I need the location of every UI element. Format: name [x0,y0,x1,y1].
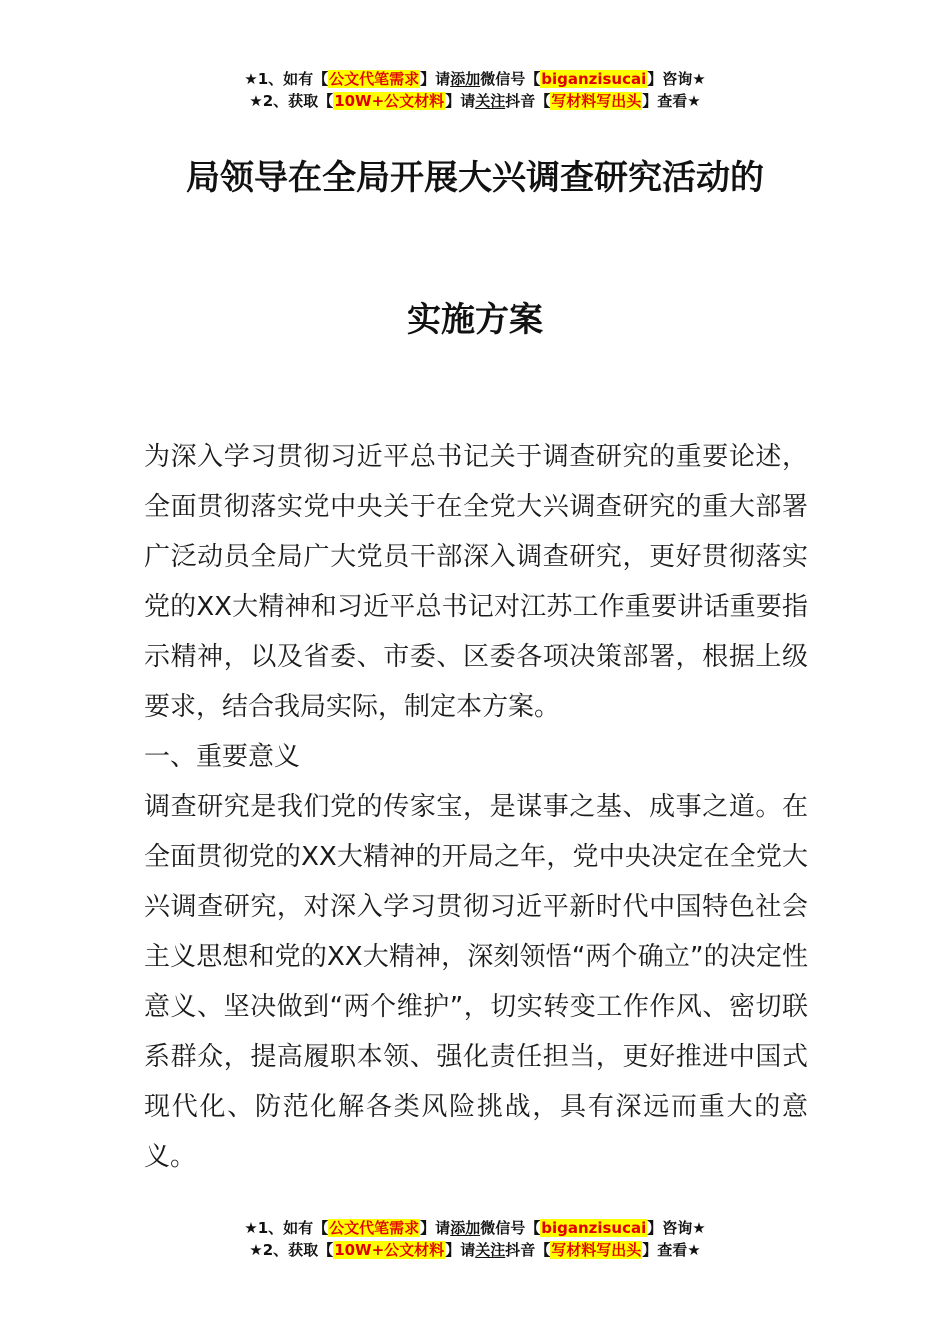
banner-text: 抖音【 [505,1241,551,1259]
banner-highlight: 10W+公文材料 [334,1241,445,1259]
banner-text: ★2、获取【 [249,92,334,110]
banner-text: 】查看★ [642,92,701,110]
banner-text: 微信号【 [480,70,541,88]
banner-text: 微信号【 [480,1219,541,1237]
banner-highlight: 10W+公文材料 [334,92,445,110]
banner-text: 抖音【 [505,92,551,110]
banner-text: 】请 [420,1219,451,1237]
banner-text: ★2、获取【 [249,1241,334,1259]
banner-text: 】请 [420,70,451,88]
header-banner [0,68,950,112]
section-paragraph: 调查研究是我们党的传家宝，是谋事之基、成事之道。在全面贯彻党的XX大精神的开局之年，党中央决定在全党大兴调查研究，对深入学习贯彻习近平新时代中国特色社会主义思想和党的XX大精神，深刻领悟“两个确立”的决定性意义、坚决做到“两个维护”，切实转变工作作风、密切联系群众，提高履职本领、强化责任担当，更好推进中国式现代化、防范化解各类风险挑战，具有深远而重大的意义。 [144,792,808,1172]
banner-highlight: 写材料写出头 [551,1241,642,1259]
banner-underline-text: 添加 [450,1219,481,1237]
banner-highlight: 写材料写出头 [551,92,642,110]
intro-paragraph: 为深入学习贯彻习近平总书记关于调查研究的重要论述，全面贯彻落实党中央关于在全党大兴调查研究的重大部署广泛动员全局广大党员干部深入调查研究，更好贯彻落实党的XX大精神和习近平总书记对江苏工作重要讲话重要指示精神，以及省委、市委、区委各项决策部署，根据上级要求，结合我局实际，制定本方案。 [144,442,808,722]
banner-underline-text: 关注 [475,1241,506,1259]
document-title-line-2: 实施方案 [407,300,543,340]
banner-highlight: biganzisucai [541,70,647,88]
footer-banner [0,1217,950,1261]
document-title-line-1: 局领导在全局开展大兴调查研究活动的 [186,158,764,198]
banner-underline-text: 关注 [475,92,506,110]
banner-text: 】咨询★ [647,1219,706,1237]
banner-text: ★1、如有【 [244,70,329,88]
section-heading: 一、重要意义 [144,742,301,772]
banner-text: 】请 [445,1241,476,1259]
banner-line-1 [0,1217,950,1239]
banner-highlight: 公文代笔需求 [329,70,420,88]
banner-text: 】咨询★ [647,70,706,88]
banner-text: 】请 [445,92,476,110]
banner-line-1 [0,68,950,90]
banner-highlight: 公文代笔需求 [329,1219,420,1237]
banner-underline-text: 添加 [450,70,481,88]
banner-text: ★1、如有【 [244,1219,329,1237]
banner-line-2 [0,90,950,112]
banner-highlight: biganzisucai [541,1219,647,1237]
banner-line-2 [0,1239,950,1261]
banner-text: 】查看★ [642,1241,701,1259]
document-body [144,432,808,1182]
